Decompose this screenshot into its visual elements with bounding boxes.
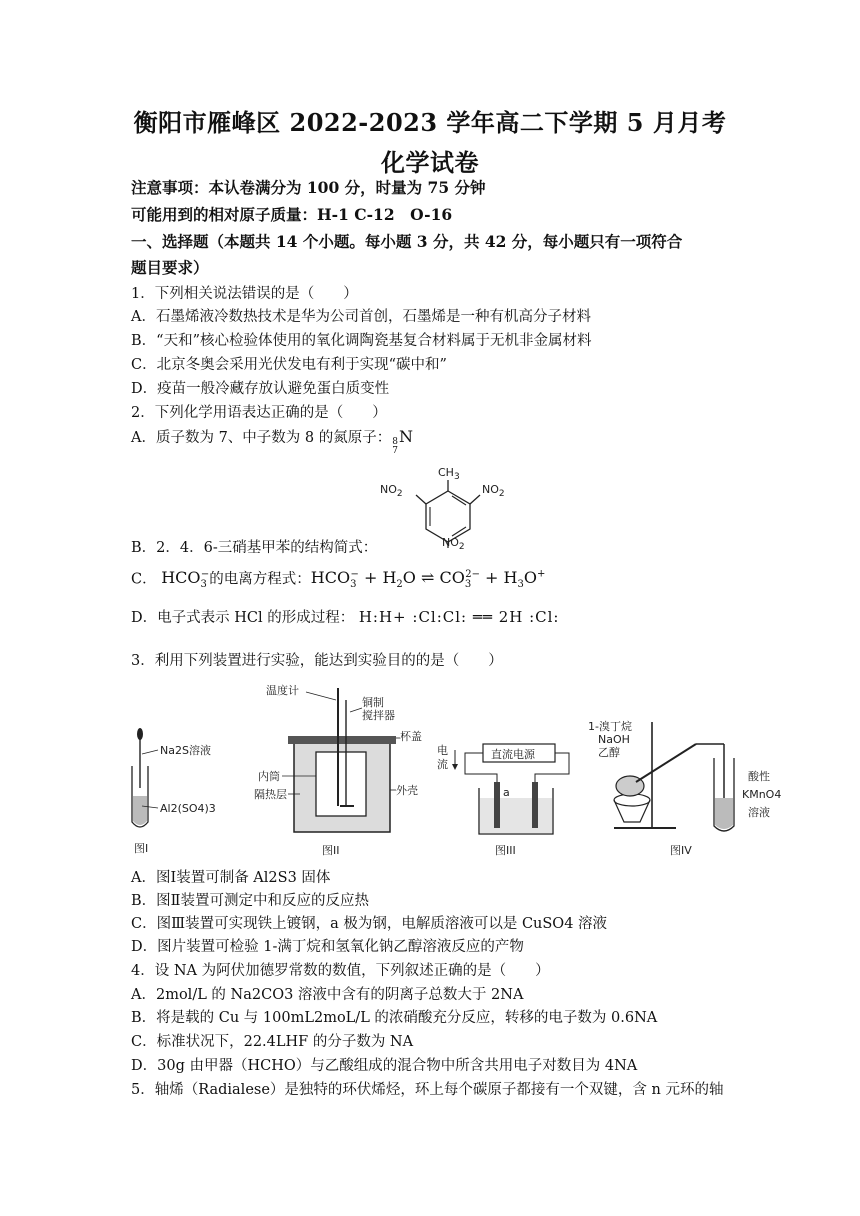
q3-stem: 3．利用下列装置进行实验，能达到实验目的的是（ ）	[131, 653, 503, 669]
section-heading: 一、选择题（本题共 14 个小题。每小题 3 分，共 42 分，每小题只有一项符合	[131, 232, 683, 251]
fig2-thermometer: 温度计	[266, 684, 299, 697]
ch3-label: $CH_3$	[438, 466, 460, 482]
figure-3-electroplating	[435, 738, 575, 858]
figure-2-calorimeter	[250, 682, 425, 857]
fig2-lid: 杯盖	[400, 730, 422, 743]
q2-option-d	[131, 607, 559, 628]
fig2-stirrer-2: 搅拌器	[362, 709, 395, 722]
fig3-power: 直流电源	[491, 748, 535, 761]
q4-option-b: B．将是载的 Cu 与 100mL2moL/L 的浓硝酸充分反应，转移的电子数为 0.6NA	[131, 1010, 658, 1026]
fig4-kmno4: KMnO4	[742, 788, 782, 801]
fig4-solution: 溶液	[748, 806, 770, 819]
figure-1-test-tube	[128, 726, 216, 856]
q3-option-a: A．图Ⅰ装置可制备 Al2S3 固体	[131, 870, 331, 886]
mass-number: 8	[392, 437, 398, 447]
figure-4-apparatus	[584, 718, 824, 858]
q2-option-a	[131, 427, 413, 456]
q2-option-a-text: A．质子数为 7、中子数为 8 的氮原子：	[131, 430, 392, 446]
exam-subtitle: 化学试卷	[381, 148, 479, 177]
bicarbonate-formula: $HCO_3^-$	[161, 568, 210, 591]
q4-option-d: D．30g 由甲器（HCHO）与乙酸组成的混合物中所含共用电子对数目为 4NA	[131, 1058, 638, 1074]
fig2-stirrer-1: 铜制	[362, 696, 384, 709]
fig2-insulation: 隔热层	[254, 788, 287, 801]
no2-bottom	[442, 533, 482, 551]
q2-option-d-prefix: D．电子式表示 HCl 的形成过程：	[131, 610, 355, 626]
q3-option-b: B．图Ⅱ装置可测定中和反应的反应热	[131, 893, 370, 909]
q5-stem: 5．轴烯（Radialese）是独特的环伏烯烃，环上每个碳原子都接有一个双键，含 n 元环的轴	[131, 1082, 724, 1098]
q4-stem: 4．设 NA 为阿伏加德罗常数的数值，下列叙述正确的是（ ）	[131, 963, 550, 979]
fig2-caption: 图II	[322, 844, 340, 857]
fig3-caption: 图III	[495, 844, 516, 857]
q1-stem: 1．下列相关说法错误的是（ ）	[131, 286, 358, 302]
no2-right: $NO_2$	[482, 483, 505, 499]
notes-line-2: 可能用到的相对原子质量：H-1 C-12 O-16	[131, 205, 453, 224]
electron-dot-formula: H:H+ :Cl:Cl: ══ 2H :Cl:	[358, 608, 560, 626]
element-symbol: N	[398, 427, 413, 446]
q2-option-c-mid: 的电离方程式：	[209, 571, 311, 588]
q1-option-d: D．疫苗一般冷藏存放认避免蛋白质变性	[131, 381, 390, 397]
q1-option-c: C．北京冬奥会采用光伏发电有利于实现“碳中和”	[131, 357, 447, 373]
q2-stem: 2．下列化学用语表达正确的是（ ）	[131, 405, 387, 421]
ionization-equation: $HCO_3^- + H_2O$ ⇌ $CO_3^{2-} + H_3O^+$	[310, 568, 546, 591]
atomic-number: 7	[392, 446, 398, 456]
svg-text:NO2: $NO_2$	[442, 536, 465, 552]
section-heading-cont: 题目要求）	[131, 258, 209, 277]
q2-option-b: B．2．4．6-三硝基甲苯的结构简式：	[131, 540, 378, 556]
fig3-current-1: 电	[437, 744, 448, 757]
q1-option-b: B．“天和”核心检验体使用的氧化调陶瓷基复合材料属于无机非金属材料	[131, 333, 592, 349]
fig2-inner: 内筒	[258, 770, 280, 783]
fig1-label-top: Na2S溶液	[160, 744, 211, 757]
q2-option-c	[131, 565, 545, 596]
no2-left: $NO_2$	[380, 483, 403, 499]
fig4-acid: 酸性	[748, 770, 770, 783]
fig4-caption: 图IV	[670, 844, 692, 857]
fig4-reagent-3: 乙醇	[598, 746, 620, 759]
fig1-label-bottom: Al2(SO4)3	[160, 802, 216, 815]
q3-option-d: D．图片装置可检验 1-满丁烷和氢氧化钠乙醇溶液反应的产物	[131, 939, 524, 955]
q1-option-a: A．石墨烯液冷数热技术是华为公司首创，石墨烯是一种有机高分子材料	[131, 309, 591, 325]
notes-line-1: 注意事项：本认卷满分为 100 分，时量为 75 分钟	[131, 178, 486, 197]
fig2-outer: 外壳	[396, 784, 418, 797]
nuclide-notation	[392, 438, 398, 456]
fig1-caption: 图I	[134, 842, 149, 855]
q4-option-c: C．标准状况下，22.4LHF 的分子数为 NA	[131, 1034, 414, 1050]
fig4-reagent-1: 1-溴丁烷	[588, 720, 632, 733]
fig4-reagent-2: NaOH	[598, 733, 630, 746]
q2-option-c-prefix: C．	[131, 571, 157, 588]
fig3-electrode-a: a	[503, 786, 510, 799]
fig3-current-2: 流	[437, 758, 448, 771]
q4-option-a: A．2mol/L 的 Na2CO3 溶液中含有的阴离子总数大于 2NA	[131, 987, 524, 1003]
q3-option-c: C．图Ⅲ装置可实现铁上镀钢，a 极为钢，电解质溶液可以是 CuSO4 溶液	[131, 916, 608, 932]
exam-title: 衡阳市雁峰区 2022-2023 学年高二下学期 5 月月考	[133, 108, 727, 137]
